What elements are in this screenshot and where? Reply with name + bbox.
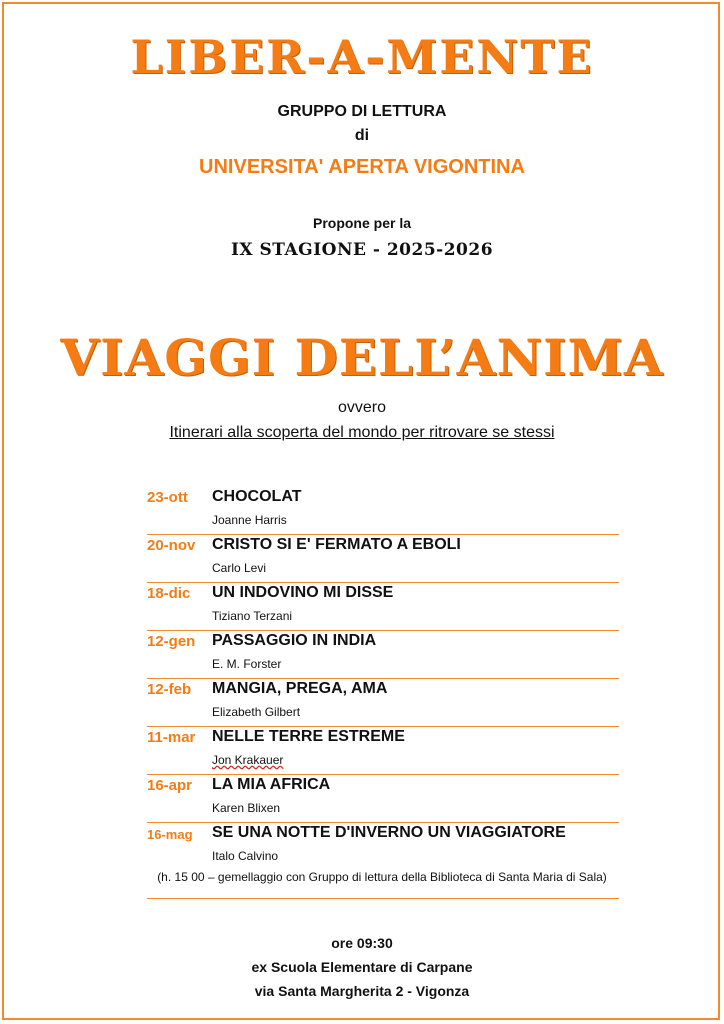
theme-tagline: Itinerari alla scoperta del mondo per ritrovare se stessi bbox=[169, 424, 555, 441]
book-title: NELLE TERRE ESTREME bbox=[212, 728, 405, 745]
schedule-row bbox=[147, 583, 619, 631]
group-subtitle: GRUPPO DI LETTURA bbox=[277, 103, 447, 120]
connector-text: di bbox=[354, 127, 370, 144]
schedule-row bbox=[147, 823, 619, 899]
schedule-row bbox=[147, 679, 619, 727]
book-title: SE UNA NOTTE D'INVERNO UN VIAGGIATORE bbox=[212, 824, 566, 841]
reading-schedule bbox=[147, 487, 619, 899]
meeting-date: 12-gen bbox=[147, 633, 196, 650]
club-title: LIBER-A-MENTE bbox=[130, 30, 594, 84]
schedule-row bbox=[147, 775, 619, 823]
book-title: UN INDOVINO MI DISSE bbox=[212, 584, 394, 601]
book-title: LA MIA AFRICA bbox=[212, 776, 331, 793]
book-author: Carlo Levi bbox=[212, 561, 267, 575]
meeting-date: 12-feb bbox=[147, 681, 192, 698]
meeting-date: 18-dic bbox=[147, 585, 191, 602]
meeting-time: ore 09:30 bbox=[331, 935, 393, 951]
book-author: Jon Krakauer bbox=[212, 753, 284, 767]
meeting-date: 20-nov bbox=[147, 537, 196, 554]
schedule-row bbox=[147, 631, 619, 679]
schedule-row bbox=[147, 535, 619, 583]
schedule-row bbox=[147, 487, 619, 535]
meeting-date: 16-apr bbox=[147, 777, 193, 794]
organization-name: UNIVERSITA' APERTA VIGONTINA bbox=[199, 156, 525, 178]
season-label: IX STAGIONE - 2025-2026 bbox=[230, 240, 494, 260]
propone-text: Propone per la bbox=[312, 215, 412, 231]
meeting-date: 11-mar bbox=[147, 729, 196, 746]
schedule-row bbox=[147, 727, 619, 775]
book-title: MANGIA, PREGA, AMA bbox=[212, 680, 388, 697]
meeting-address: via Santa Margherita 2 - Vigonza bbox=[254, 983, 470, 999]
theme-title: VIAGGI DELL’ANIMA bbox=[60, 328, 664, 387]
book-author: E. M. Forster bbox=[212, 657, 282, 671]
meeting-date: 16-mag bbox=[147, 827, 193, 842]
book-author: Italo Calvino bbox=[212, 849, 279, 863]
book-author: Elizabeth Gilbert bbox=[212, 705, 301, 719]
book-author: Karen Blixen bbox=[212, 801, 281, 815]
book-title: CRISTO SI E' FERMATO A EBOLI bbox=[212, 536, 461, 553]
book-author: Joanne Harris bbox=[212, 513, 287, 527]
book-author: Tiziano Terzani bbox=[212, 609, 293, 623]
meeting-place: ex Scuola Elementare di Carpane bbox=[251, 959, 473, 975]
book-title: PASSAGGIO IN INDIA bbox=[212, 632, 377, 649]
book-title: CHOCOLAT bbox=[212, 488, 302, 505]
meeting-date: 23-ott bbox=[147, 489, 188, 506]
meeting-note: (h. 15 00 – gemellaggio con Gruppo di lettura della Biblioteca di Santa Maria di Sala) bbox=[157, 870, 607, 884]
ovvero-text: ovvero bbox=[337, 399, 387, 416]
